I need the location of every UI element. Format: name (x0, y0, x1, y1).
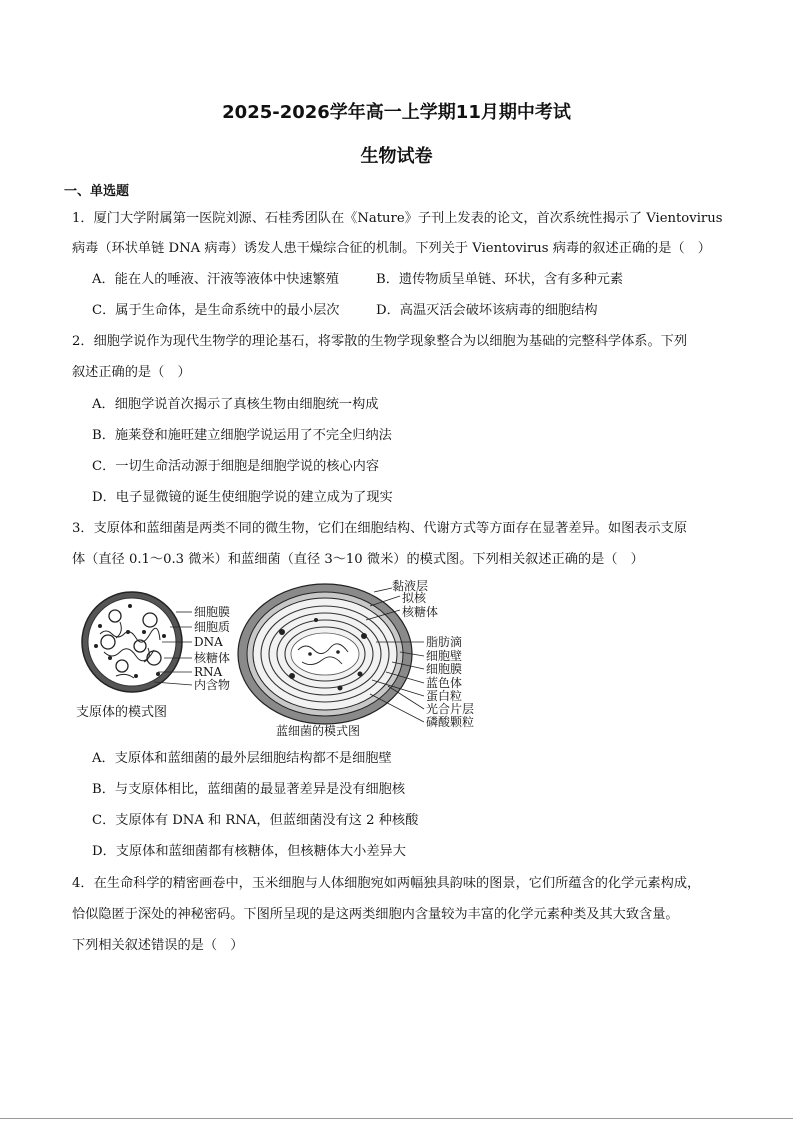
question-2-line-1: 2．细胞学说作为现代生物学的理论基石，将零散的生物学现象整合为以细胞为基础的完整科学体系。下列 (72, 334, 688, 349)
cyano-label-thylakoid: 光合片层 (426, 702, 475, 716)
cyano-label-ribosome: 核糖体 (402, 605, 439, 619)
question-2-option-a: A．细胞学说首次揭示了真核生物由细胞统一构成 (92, 397, 379, 412)
cell-diagram-figure (70, 576, 490, 741)
question-3-option-d: D．支原体和蓝细菌都有核糖体，但核糖体大小差异大 (92, 844, 406, 859)
mycoplasma-caption: 支原体的模式图 (76, 705, 168, 720)
mycoplasma-diagram (76, 592, 230, 720)
question-2-option-d: D．电子显微镜的诞生使细胞学说的建立成为了现实 (92, 490, 393, 505)
question-1-option-c: C．属于生命体，是生命系统中的最小层次 (92, 303, 340, 318)
cyano-label-cyanophycin: 蓝色体 (426, 676, 463, 690)
cyano-label-membrane: 细胞膜 (426, 662, 463, 676)
mycoplasma-label-rna: RNA (194, 665, 223, 679)
mycoplasma-label-inclusion: 内含物 (194, 678, 231, 692)
question-4-line-3: 下列相关叙述错误的是（ ） (72, 938, 244, 953)
question-3-line-1: 3．支原体和蓝细菌是两类不同的微生物，它们在细胞结构、代谢方式等方面存在显著差异。如图表示支原 (72, 521, 688, 536)
page-bottom-rule (0, 1118, 793, 1119)
question-4-line-1: 4．在生命科学的精密画卷中，玉米细胞与人体细胞宛如两幅独具韵味的图景，它们所蕴含的化学元素构成， (72, 876, 701, 891)
question-2-option-b: B．施莱登和施旺建立细胞学说运用了不完全归纳法 (92, 428, 392, 443)
exam-title: 2025-2026学年高一上学期11月期中考试 (222, 102, 571, 123)
cyano-label-slime: 黏液层 (392, 579, 429, 593)
question-3-option-b: B．与支原体相比，蓝细菌的最显著差异是没有细胞核 (92, 782, 406, 797)
question-3-line-2: 体（直径 0.1～0.3 微米）和蓝细菌（直径 3～10 微米）的模式图。下列相关叙述正确的是（ ） (72, 552, 644, 567)
question-1-line-1: 1．厦门大学附属第一医院刘源、石桂秀团队在《Nature》子刊上发表的论文，首次系统性揭示了 Vientovirus (72, 211, 723, 226)
mycoplasma-label-dna: DNA (194, 635, 223, 649)
question-3-option-c: C．支原体有 DNA 和 RNA，但蓝细菌没有这 2 种核酸 (92, 813, 419, 828)
mycoplasma-label-membrane: 细胞膜 (194, 605, 231, 619)
question-4-line-2: 恰似隐匿于深处的神秘密码。下图所呈现的是这两类细胞内含量较为丰富的化学元素种类及其大致含量。 (72, 907, 679, 922)
exam-subtitle: 生物试卷 (360, 146, 433, 167)
question-2-line-2: 叙述正确的是（ ） (72, 365, 191, 380)
mycoplasma-label-ribosome: 核糖体 (194, 651, 231, 665)
cyano-label-lipid: 脂肪滴 (426, 635, 463, 649)
question-1-option-a: A．能在人的唾液、汗液等液体中快速繁殖 (92, 272, 339, 287)
mycoplasma-label-cytoplasm: 细胞质 (194, 620, 231, 634)
cyano-label-wall: 细胞壁 (426, 649, 463, 663)
cyano-label-protein-granule: 蛋白粒 (426, 689, 463, 703)
question-1-line-2: 病毒（环状单链 DNA 病毒）诱发人患干燥综合征的机制。下列关于 Vientovirus 病毒的叙述正确的是（ ） (72, 241, 711, 256)
question-1-option-b: B．遗传物质呈单链、环状，含有多种元素 (376, 272, 624, 287)
cyanobacteria-diagram (238, 578, 474, 738)
question-3-option-a: A．支原体和蓝细菌的最外层细胞结构都不是细胞壁 (92, 751, 392, 766)
question-1-option-d: D．高温灭活会破坏该病毒的细胞结构 (376, 303, 598, 318)
cyanobacteria-caption: 蓝细菌的模式图 (276, 724, 361, 738)
question-2-option-c: C．一切生命活动源于细胞是细胞学说的核心内容 (92, 459, 380, 474)
section-heading: 一、单选题 (64, 184, 130, 199)
cyano-label-nucleoid: 拟核 (402, 591, 427, 605)
cyano-label-phosphate: 磷酸颗粒 (426, 715, 475, 729)
